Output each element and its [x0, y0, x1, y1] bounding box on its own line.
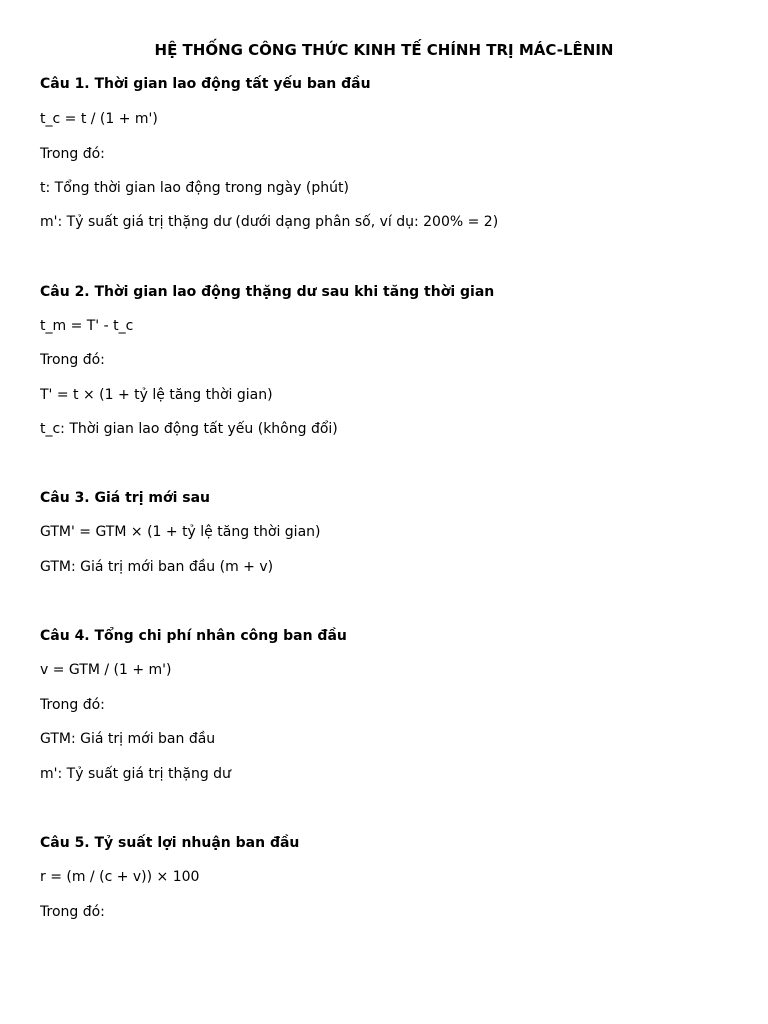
section-2-formula: t_m = T' - t_c [40, 318, 134, 334]
section-2-definition-tc: t_c: Thời gian lao động tất yếu (không đổi) [40, 421, 338, 437]
section-5-formula: r = (m / (c + v)) × 100 [40, 869, 200, 885]
section-1-definition-t: t: Tổng thời gian lao động trong ngày (phút) [40, 180, 349, 196]
section-4-where-label: Trong đó: [40, 697, 105, 713]
section-3-heading: Câu 3. Giá trị mới sau [40, 490, 211, 506]
section-2-definition-T: T' = t × (1 + tỷ lệ tăng thời gian) [40, 387, 273, 403]
section-5-where-label: Trong đó: [40, 904, 105, 920]
section-2-heading: Câu 2. Thời gian lao động thặng dư sau khi tăng thời gian [40, 284, 495, 300]
section-3-definition-gtm: GTM: Giá trị mới ban đầu (m + v) [40, 559, 274, 575]
section-1-heading: Câu 1. Thời gian lao động tất yếu ban đầu [40, 76, 371, 92]
section-4-heading: Câu 4. Tổng chi phí nhân công ban đầu [40, 628, 347, 644]
section-4-formula: v = GTM / (1 + m') [40, 662, 172, 678]
section-2-where-label: Trong đó: [40, 352, 105, 368]
section-4-definition-gtm: GTM: Giá trị mới ban đầu [40, 731, 216, 747]
document-title: HỆ THỐNG CÔNG THỨC KINH TẾ CHÍNH TRỊ MÁC-LÊNIN [154, 41, 614, 59]
section-1-definition-m: m': Tỷ suất giá trị thặng dư (dưới dạng phân số, ví dụ: 200% = 2) [40, 214, 499, 230]
section-5-heading: Câu 5. Tỷ suất lợi nhuận ban đầu [40, 835, 300, 851]
section-1-formula: t_c = t / (1 + m') [40, 111, 158, 127]
section-4-definition-m: m': Tỷ suất giá trị thặng dư [40, 766, 231, 782]
section-3-formula: GTM' = GTM × (1 + tỷ lệ tăng thời gian) [40, 524, 321, 540]
section-1-where-label: Trong đó: [40, 146, 105, 162]
